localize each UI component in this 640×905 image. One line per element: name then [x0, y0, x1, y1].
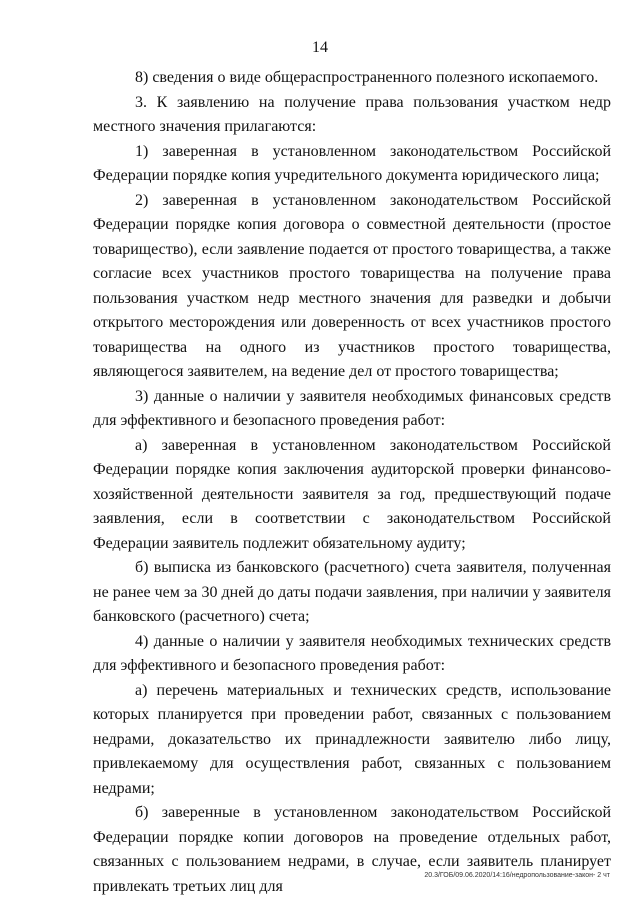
page-number: 14	[312, 39, 328, 56]
paragraph: 3. К заявлению на получение права пользования участком недр местного значения прилагаются:	[93, 93, 611, 135]
document-footer-code: 20.3/ГОБ/09.06.2020/14:16/недропользование-закон- 2 чт	[424, 872, 610, 879]
paragraph: 3) данные о наличии у заявителя необходимых финансовых средств для эффективного и безопасного проведения работ:	[93, 387, 611, 429]
document-body	[93, 66, 611, 899]
paragraph: б) выписка из банковского (расчетного) счета заявителя, полученная не ранее чем за 30 дней до даты подачи заявления, при наличии у заявителя банковского (расчетного) счета;	[93, 559, 611, 625]
paragraph: а) перечень материальных и технических средств, использование которых планируется при проведении работ, связанных с пользованием недрами, доказательство их принадлежности заявителю либо лицу, привлекаемому для осуществления работ, связанных с пользованием недрами;	[93, 681, 611, 797]
paragraph: 4) данные о наличии у заявителя необходимых технических средств для эффективного и безопасного проведения работ:	[93, 632, 611, 674]
paragraph: а) заверенная в установленном законодательством Российской Федерации порядке копия заключения аудиторской проверки финансово-хозяйственной деятельности заявителя за год, предшествующий подаче заявления, если в соответствии с законодательством Российской Федерации заявитель подлежит обязательному аудиту;	[93, 436, 611, 552]
paragraph: 8) сведения о виде общераспространенного полезного ископаемого.	[135, 69, 599, 86]
paragraph: 2) заверенная в установленном законодательством Российской Федерации порядке копия договора о совместной деятельности (простое товарищество), если заявление подается от простого товарищества, а также согласие всех участников простого товарищества на получение права пользования участком недр местного значения для разведки и добычи открытого месторождения или доверенность от всех участников простого товарищества на одного из участников простого товарищества, являющегося заявителем, на ведение дел от простого товарищества;	[93, 191, 611, 380]
paragraph: б) заверенные в установленном законодательством Российской Федерации порядке копии договоров на проведение отдельных работ, связанных с пользованием недрами, в случае, если заявитель планирует привлекать третьих лиц для	[93, 804, 611, 895]
paragraph: 1) заверенная в установленном законодательством Российской Федерации порядке копия учредительного документа юридического лица;	[93, 142, 611, 184]
